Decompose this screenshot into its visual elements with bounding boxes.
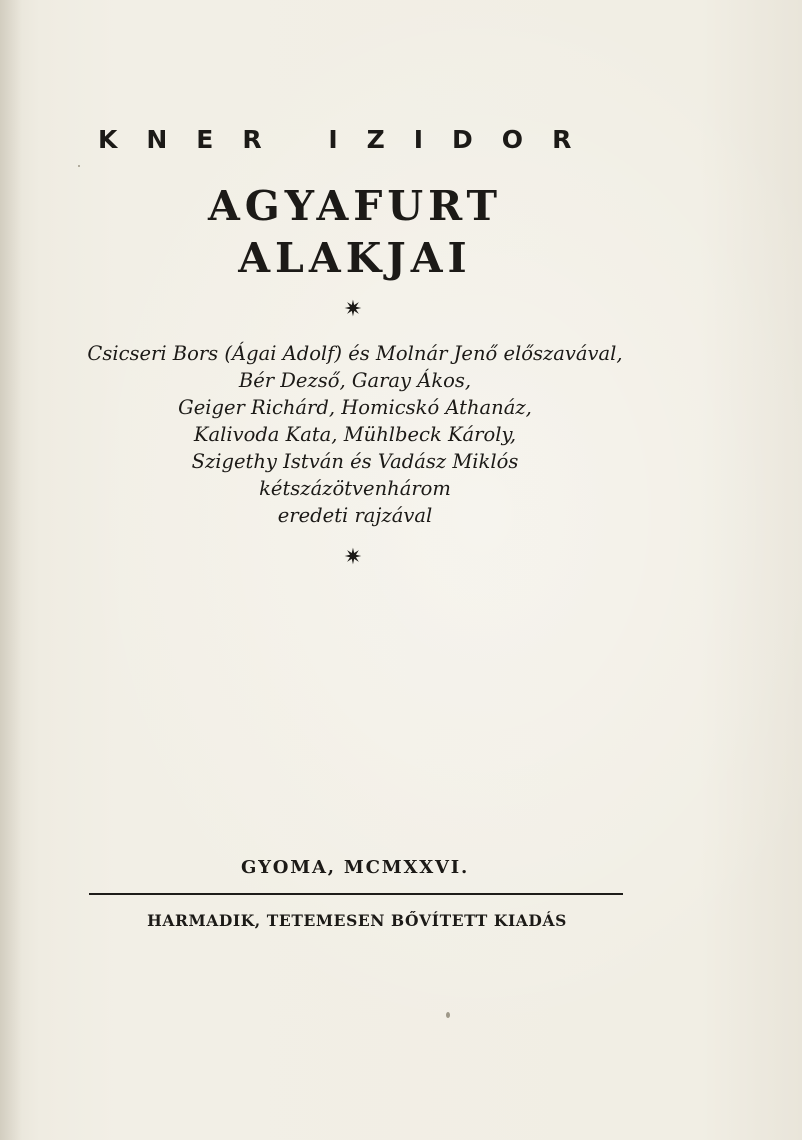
asterism-ornament-bottom: ✷ [343, 545, 363, 570]
author-name: KNER IZIDOR [98, 125, 601, 154]
credits-line: Kalivoda Kata, Mühlbeck Károly, [193, 423, 517, 446]
book-title [120, 180, 590, 284]
imprint-place-year: GYOMA, MCMXXVI. [240, 857, 470, 878]
illustrator-credits [60, 340, 650, 529]
page-gutter-shadow [0, 0, 22, 1140]
book-title-line-1: AGYAFURT [207, 182, 502, 230]
credits-line: eredeti rajzával [277, 504, 433, 527]
imprint-rule [89, 893, 623, 895]
credits-line: kétszázötvenhárom [259, 477, 451, 500]
edition-statement: HARMADIK, TETEMESEN BŐVÍTETT KIADÁS [147, 911, 567, 930]
credits-line: Geiger Richárd, Homicskó Athanáz, [178, 396, 532, 419]
asterism-ornament-top: ✷ [343, 297, 363, 322]
credits-line: Csicseri Bors (Ágai Adolf) és Molnár Jenő előszavával, [87, 342, 623, 365]
book-title-line-2: ALAKJAI [238, 234, 472, 282]
credits-line: Szigethy István és Vadász Miklós [191, 450, 519, 473]
paper-speck [446, 1012, 450, 1018]
credits-line: Bér Dezső, Garay Ákos, [238, 369, 472, 392]
paper-speck [78, 165, 80, 167]
